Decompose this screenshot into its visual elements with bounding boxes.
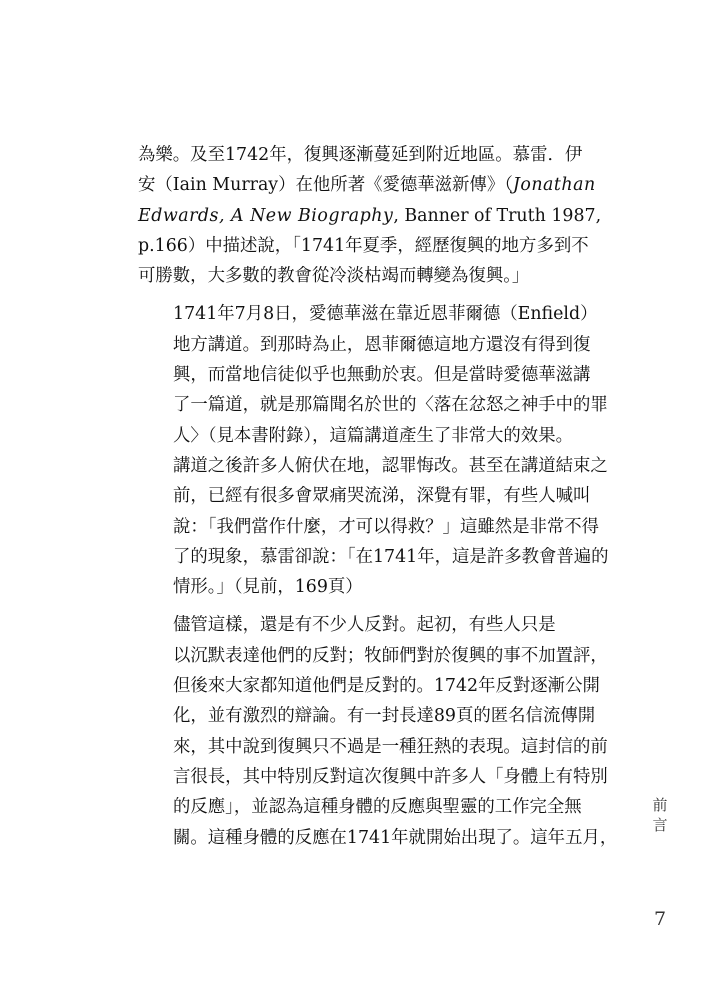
text-line: 興，而當地信徒似乎也無動於衷。但是當時愛德華滋講 bbox=[173, 365, 591, 386]
text-line: 情形。」（見前，169頁） bbox=[173, 577, 363, 598]
text-line: 來，其中說到復興只不過是一種狂熱的表現。這封信的前 bbox=[173, 736, 608, 757]
text-line: 但後來大家都知道他們是反對的。1742年反對逐漸公開 bbox=[173, 676, 600, 697]
text-line: 人〉（見本書附錄），這篇講道產生了非常大的效果。 bbox=[173, 425, 573, 446]
text-line: 為樂。及至1742年，復興逐漸蔓延到附近地區。慕雷．伊 bbox=[138, 145, 583, 165]
text-line: 前，已經有很多會眾痛哭流涕，深覺有罪，有些人喊叫 bbox=[173, 486, 591, 507]
text-line: 關。這種身體的反應在1741年就開始出現了。這年五月， bbox=[173, 827, 618, 848]
page-number: 7 bbox=[653, 908, 667, 930]
text-line: 了一篇道，就是那篇聞名於世的〈落在忿怒之神手中的罪 bbox=[173, 395, 608, 416]
text-line: 儘管這樣，還是有不少人反對。起初，有些人只是 bbox=[173, 615, 556, 636]
paragraph-1 bbox=[138, 140, 602, 291]
text-line: Edwards, A New Biography, Banner of Truth 1987, bbox=[138, 205, 602, 226]
text-line: 安（Iain Murray）在他所著《愛德華滋新傳》（Jonathan bbox=[138, 175, 596, 196]
text-line: 化，並有激烈的辯論。有一封長達89頁的匿名信流傳開 bbox=[173, 706, 596, 727]
text-line: p.166）中描述說，「1741年夏季，經歷復興的地方多到不 bbox=[138, 235, 589, 256]
text-line: 講道之後許多人俯伏在地，認罪悔改。甚至在講道結束之 bbox=[173, 455, 608, 476]
paragraph-2 bbox=[138, 299, 609, 602]
text-line: 以沉默表達他們的反對；牧師們對於復興的事不加置評， bbox=[173, 645, 608, 666]
paragraph-3 bbox=[138, 610, 618, 852]
text-line: 可勝數，大多數的教會從冷淡枯竭而轉變為復興。」 bbox=[138, 266, 530, 287]
text-line: 1741年7月8日，愛德華滋在靠近恩菲爾德（Enfield） bbox=[173, 304, 598, 325]
text-line: 說：「我們當作什麼，才可以得救？」這雖然是非常不得 bbox=[173, 516, 600, 537]
chapter-side-title: 前言 bbox=[652, 796, 668, 834]
text-line: 的反應」，並認為這種身體的反應與聖靈的工作完全無 bbox=[173, 797, 582, 818]
main-text bbox=[138, 140, 618, 861]
text-line: 言很長，其中特別反對這次復興中許多人「身體上有特別 bbox=[173, 766, 608, 787]
text-line: 了的現象，慕雷卻說：「在1741年，這是許多教會普遍的 bbox=[173, 546, 609, 567]
text-line: 地方講道。到那時為止，恩菲爾德這地方還沒有得到復 bbox=[173, 334, 591, 355]
